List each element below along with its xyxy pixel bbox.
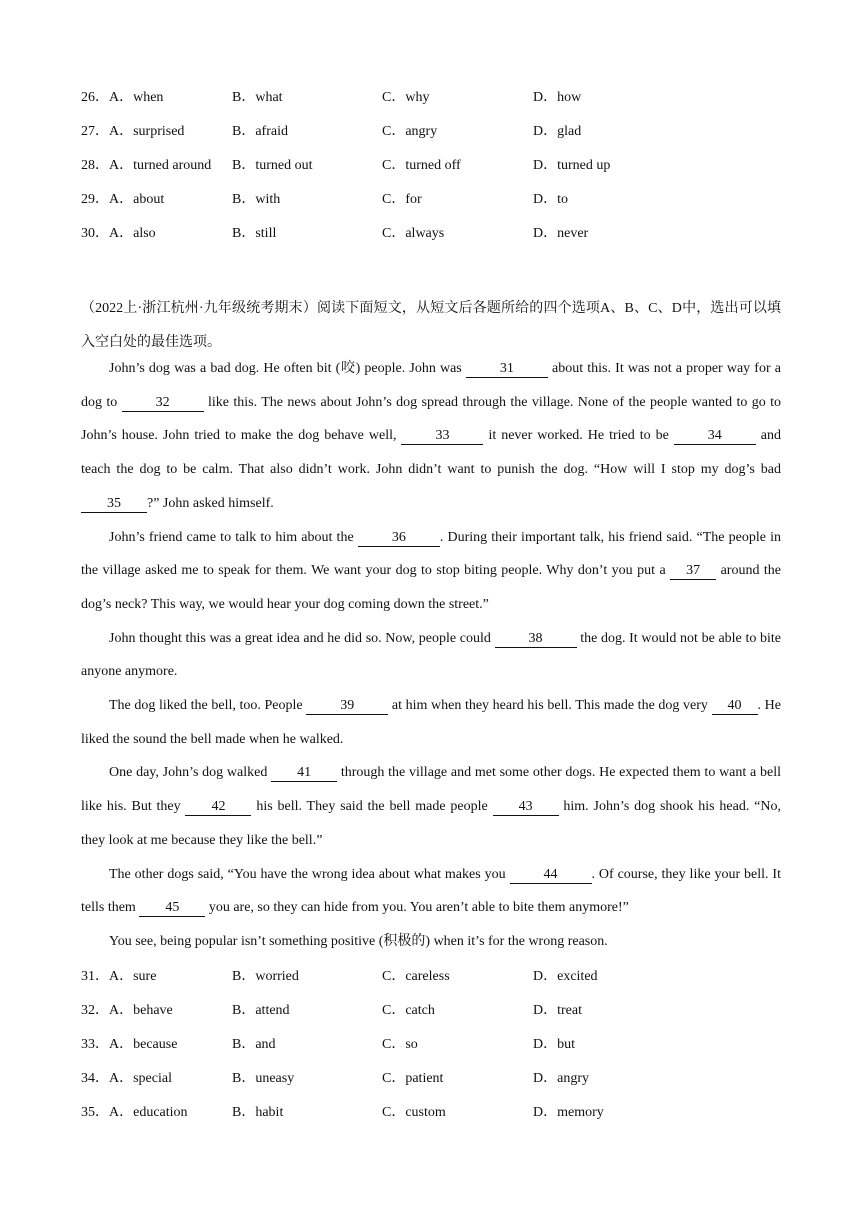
question-33-options [0,1029,860,1063]
question-35-options [0,1097,860,1131]
option-d: D．angry [533,1071,589,1086]
blank-40: 40 [712,698,758,715]
option-c: C．patient [382,1071,444,1086]
option-c: C．custom [382,1105,446,1120]
question-30-options [0,218,860,252]
option-b: B．habit [232,1105,284,1120]
options-bottom [0,961,860,1131]
option-c: C．why [382,90,430,105]
option-d: D．memory [533,1105,604,1120]
passage-text: his bell. They said the bell made people [251,799,493,815]
question-32-options [0,995,860,1029]
question-number: 28． [81,158,109,173]
passage-text: through the village and met some other dogs. He expected them to want a bell like his. But they [81,765,781,815]
option-b: B．with [232,192,281,207]
passage-text: The other dogs said, “You have the wrong idea about what makes you [109,866,510,882]
blank-41: 41 [271,765,337,782]
blank-43: 43 [493,799,559,816]
passage-text: him. John’s dog shook his head. “No, they look at me because they like the bell.” [81,799,781,848]
option-c: C．angry [382,124,438,139]
option-d: D．treat [533,1003,582,1018]
option-d: D．never [533,226,589,241]
option-a [81,88,163,108]
question-number: 33． [81,1037,109,1052]
passage-text: . Of course, they like your bell. It tells them [81,866,781,916]
option-a [81,190,164,210]
option-a [81,1001,173,1021]
option-d: D．glad [533,124,582,139]
reading-passage [81,352,781,959]
option-a [81,224,156,244]
option-a [81,156,211,176]
question-number: 26． [81,90,109,105]
question-number: 34． [81,1071,109,1086]
question-number: 30． [81,226,109,241]
blank-35: 35 [81,496,147,513]
blank-37: 37 [670,563,716,580]
option-c: C．so [382,1037,418,1052]
option-a-text: A．when [109,90,164,105]
blank-38: 38 [495,631,577,648]
question-number: 32． [81,1003,109,1018]
option-a-text: A．turned around [109,158,212,173]
blank-44: 44 [510,867,592,884]
blank-31: 31 [466,361,548,378]
question-number: 31． [81,969,109,984]
question-number: 35． [81,1105,109,1120]
blank-42: 42 [185,799,251,816]
question-number: 29． [81,192,109,207]
option-c: C．catch [382,1003,435,1018]
passage-paragraph-3 [81,622,781,689]
option-a-text: A．education [109,1105,188,1120]
blank-39: 39 [306,698,388,715]
passage-text: at him when they heard his bell. This made the dog very [388,698,712,714]
option-d: D．to [533,192,568,207]
option-c: C．for [382,192,422,207]
question-28-options [0,150,860,184]
blank-36: 36 [358,530,440,547]
option-a [81,1069,172,1089]
option-a-text: A．because [109,1037,178,1052]
option-a-text: A．about [109,192,165,207]
section-instructions: （2022上·浙江杭州·九年级统考期末）阅读下面短文，从短文后各题所给的四个选项A、B、C、D中，选出可以填入空白处的最佳选项。 [81,301,781,350]
blank-45: 45 [139,900,205,917]
option-b: B．uneasy [232,1071,295,1086]
question-27-options [0,116,860,150]
passage-text: John thought this was a great idea and he did so. Now, people could [109,630,495,646]
passage-text: The dog liked the bell, too. People [109,698,307,714]
option-a-text: A．also [109,226,156,241]
option-b: B．attend [232,1003,290,1018]
option-b: B．turned out [232,158,313,173]
option-b: B．what [232,90,283,105]
passage-text: . During their important talk, his friend said. “The people in the village asked me to speak for them. We want your dog to stop biting people. Why don’t you put a [81,529,782,579]
option-a-text: A．special [109,1071,172,1086]
option-d: D．how [533,90,582,105]
blank-34: 34 [674,428,756,445]
option-a [81,967,156,987]
passage-text: . He liked the sound the bell made when he walked. [81,698,781,747]
options-top [0,82,860,252]
option-a-text: A．surprised [109,124,185,139]
option-c: C．always [382,226,445,241]
passage-paragraph-2 [81,521,781,622]
blank-33: 33 [401,428,483,445]
option-b: B．still [232,226,277,241]
passage-paragraph-1 [81,352,781,521]
passage-text: John’s friend came to talk to him about the [109,529,358,545]
question-29-options [0,184,860,218]
passage-text: it never worked. He tried to be [483,428,674,444]
passage-text: about this. It was not a proper way for a dog to [81,361,781,410]
option-b: B．afraid [232,124,288,139]
option-c: C．careless [382,969,450,984]
passage-paragraph-4 [81,689,781,756]
passage-paragraph-6 [81,858,781,925]
option-d: D．but [533,1037,575,1052]
passage-text: John’s dog was a bad dog. He often bit (咬) people. John was [109,361,466,376]
passage-text: like this. The news about John’s dog spread through the village. None of the people wanted to go to John’s house. John tried to make the dog behave well, [81,394,781,444]
option-a-text: A．behave [109,1003,173,1018]
passage-text: you are, so they can hide from you. You aren’t able to bite them anymore!” [205,900,629,916]
passage-text: around the dog’s neck? This way, we would hear your dog coming down the street.” [81,563,781,612]
passage-text: ?” John asked himself. [147,495,274,511]
passage-paragraph-5 [81,756,781,857]
question-26-options [0,82,860,116]
passage-text: One day, John’s dog walked [109,765,272,781]
option-c: C．turned off [382,158,461,173]
option-a [81,1035,177,1055]
option-b: B．worried [232,969,299,984]
option-a [81,1103,188,1123]
option-a [81,122,184,142]
passage-text: and teach the dog to be calm. That also didn’t work. John didn’t want to punish the dog. “How will I stop my dog’s bad [81,428,781,478]
blank-32: 32 [122,395,204,412]
question-34-options [0,1063,860,1097]
option-d: D．excited [533,969,598,984]
question-31-options [0,961,860,995]
question-number: 27． [81,124,109,139]
passage-paragraph-7: You see, being popular isn’t something positive (积极的) when it’s for the wrong reason. [109,933,608,949]
option-d: D．turned up [533,158,611,173]
passage-text: the dog. It would not be able to bite anyone anymore. [81,630,781,680]
option-b: B．and [232,1037,276,1052]
option-a-text: A．sure [109,969,157,984]
